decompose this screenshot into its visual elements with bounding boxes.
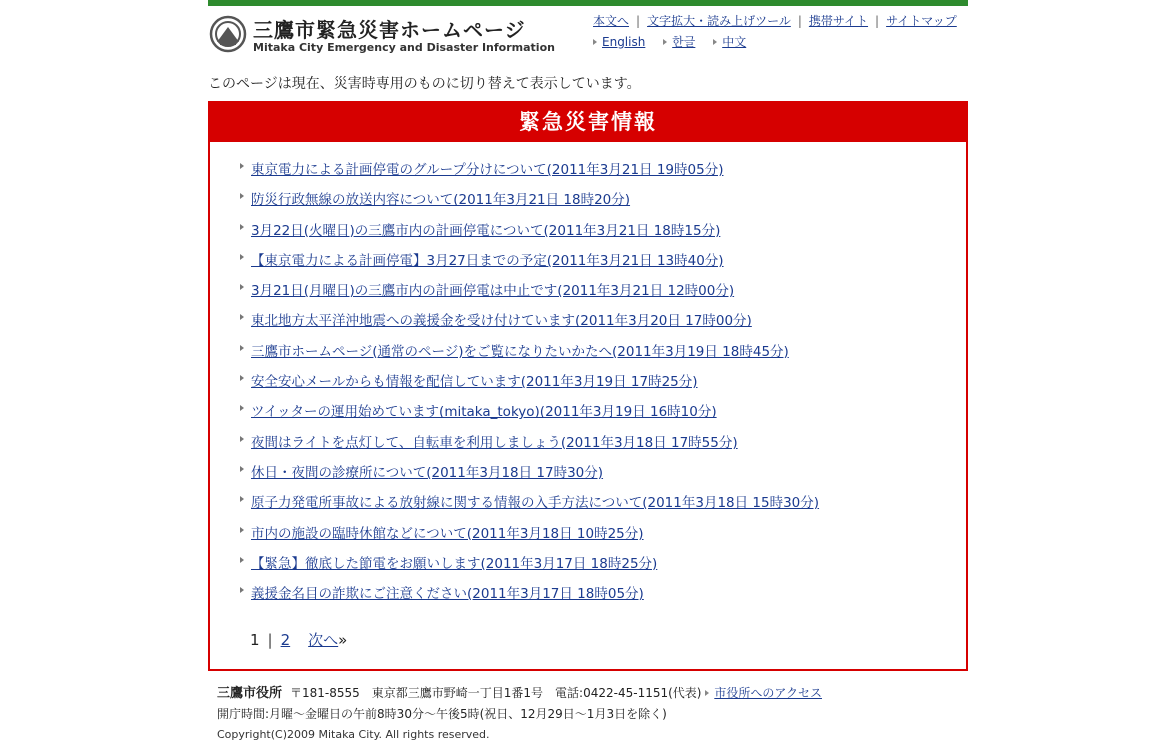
util-link-mobile-site[interactable]: 携帯サイト bbox=[808, 14, 869, 28]
news-link[interactable]: 3月21日(月曜日)の三鷹市内の計画停電は中止です(2011年3月21日 12時00分) bbox=[251, 283, 735, 300]
news-link[interactable]: 休日・夜間の診療所について(2011年3月18日 17時30分) bbox=[251, 464, 604, 481]
footer-address: 〒181-8555 東京都三鷹市野崎一丁目1番1号 電話:0422-45-1151(代表) bbox=[290, 686, 702, 700]
arrow-icon bbox=[240, 284, 244, 290]
list-item bbox=[240, 309, 819, 339]
footer-access-link[interactable]: 市役所へのアクセス bbox=[714, 686, 822, 700]
arrow-icon bbox=[240, 527, 244, 533]
util-link-text-tools[interactable]: 文字拡大・読み上げツール bbox=[647, 14, 791, 28]
news-link[interactable]: 東北地方太平洋沖地震への義援金を受け付けています(2011年3月20日 17時00分) bbox=[251, 313, 752, 330]
footer-copyright: Copyright(C)2009 Mitaka City. All rights reserved. bbox=[217, 728, 490, 741]
disaster-mode-notice: このページは現在、災害時専用のものに切り替えて表示しています。 bbox=[208, 76, 641, 92]
arrow-icon bbox=[240, 466, 244, 472]
lang-link-english[interactable]: English bbox=[602, 35, 646, 49]
pagination bbox=[250, 629, 347, 650]
next-page-link[interactable]: 次へ bbox=[308, 631, 339, 649]
footer-hours: 開庁時間:月曜～金曜日の午前8時30分～午後5時(祝日、12月29日～1月3日を除く) bbox=[217, 707, 667, 721]
arrow-icon bbox=[713, 39, 717, 45]
list-item bbox=[240, 158, 819, 188]
news-link[interactable]: 東京電力による計画停電のグループ分けについて(2011年3月21日 19時05分) bbox=[251, 162, 724, 178]
arrow-icon bbox=[240, 345, 244, 351]
util-link-main-content[interactable]: 本文へ bbox=[593, 14, 630, 28]
language-nav bbox=[593, 33, 760, 50]
arrow-icon bbox=[240, 436, 244, 442]
arrow-icon bbox=[240, 193, 244, 199]
news-link[interactable]: 3月22日(火曜日)の三鷹市内の計画停電について(2011年3月21日 18時15分) bbox=[251, 222, 721, 239]
news-link[interactable]: 原子力発電所事故による放射線に関する情報の入手方法について(2011年3月18日 15時30分) bbox=[251, 495, 820, 512]
news-link[interactable]: 防災行政無線の放送内容について(2011年3月21日 18時20分) bbox=[251, 192, 631, 209]
arrow-icon bbox=[240, 254, 244, 260]
site-footer bbox=[217, 682, 822, 751]
pager-separator: | bbox=[267, 631, 273, 649]
list-item bbox=[240, 431, 819, 461]
news-link[interactable]: 市内の施設の臨時休館などについて(2011年3月18日 10時25分) bbox=[251, 525, 644, 542]
arrow-icon bbox=[240, 375, 244, 381]
arrow-icon bbox=[240, 587, 244, 593]
lang-link-korean[interactable]: 한글 bbox=[672, 35, 696, 49]
double-chevron-right-icon: » bbox=[338, 631, 348, 649]
site-title: 三鷹市緊急災害ホームページ bbox=[253, 18, 526, 42]
list-item bbox=[240, 582, 819, 612]
emergency-info-title: 緊急災害情報 bbox=[210, 103, 966, 142]
site-logo[interactable] bbox=[208, 13, 555, 58]
list-item bbox=[240, 461, 819, 491]
arrow-icon bbox=[240, 557, 244, 563]
list-item bbox=[240, 340, 819, 370]
list-item bbox=[240, 552, 819, 582]
news-link[interactable]: 安全安心メールからも情報を配信しています(2011年3月19日 17時25分) bbox=[251, 374, 698, 391]
list-item bbox=[240, 370, 819, 400]
list-item bbox=[240, 249, 819, 279]
arrow-icon bbox=[240, 314, 244, 320]
news-link[interactable]: 【東京電力による計画停電】3月27日までの予定(2011年3月21日 13時40分) bbox=[251, 252, 724, 269]
util-separator: | bbox=[636, 14, 641, 28]
footer-org-name: 三鷹市役所 bbox=[217, 686, 283, 701]
util-link-sitemap[interactable]: サイトマップ bbox=[886, 14, 957, 28]
emergency-news-list bbox=[240, 158, 819, 612]
list-item bbox=[240, 279, 819, 309]
list-item bbox=[240, 491, 819, 521]
list-item bbox=[240, 219, 819, 249]
lang-link-chinese[interactable]: 中文 bbox=[722, 35, 747, 49]
news-link[interactable]: 【緊急】徹底した節電をお願いします(2011年3月17日 18時25分) bbox=[251, 555, 658, 572]
news-link[interactable]: 義援金名目の詐欺にご注意ください(2011年3月17日 18時05分) bbox=[251, 586, 644, 603]
site-subtitle: Mitaka City Emergency and Disaster Information bbox=[253, 41, 555, 54]
list-item bbox=[240, 400, 819, 430]
list-item bbox=[240, 188, 819, 218]
page-link-2[interactable]: 2 bbox=[280, 631, 291, 649]
arrow-icon bbox=[240, 405, 244, 411]
news-link[interactable]: ツイッターの運用始めています(mitaka_tokyo)(2011年3月19日 16時10分) bbox=[251, 404, 717, 421]
arrow-icon bbox=[705, 690, 709, 696]
arrow-icon bbox=[240, 163, 244, 169]
news-link[interactable]: 夜間はライトを点灯して、自転車を利用しましょう(2011年3月18日 17時55分) bbox=[251, 434, 738, 451]
city-emblem-icon bbox=[209, 15, 247, 53]
arrow-icon bbox=[663, 39, 667, 45]
arrow-icon bbox=[240, 496, 244, 502]
utility-nav bbox=[593, 12, 957, 29]
top-green-bar bbox=[208, 0, 968, 6]
util-separator: | bbox=[875, 14, 880, 28]
arrow-icon bbox=[240, 224, 244, 230]
arrow-icon bbox=[593, 39, 597, 45]
page-current: 1 bbox=[250, 631, 260, 649]
list-item bbox=[240, 522, 819, 552]
util-separator: | bbox=[797, 14, 802, 28]
news-link[interactable]: 三鷹市ホームページ(通常のページ)をご覧になりたいかたへ(2011年3月19日 18時45分) bbox=[251, 343, 789, 360]
emergency-info-panel bbox=[208, 101, 968, 671]
